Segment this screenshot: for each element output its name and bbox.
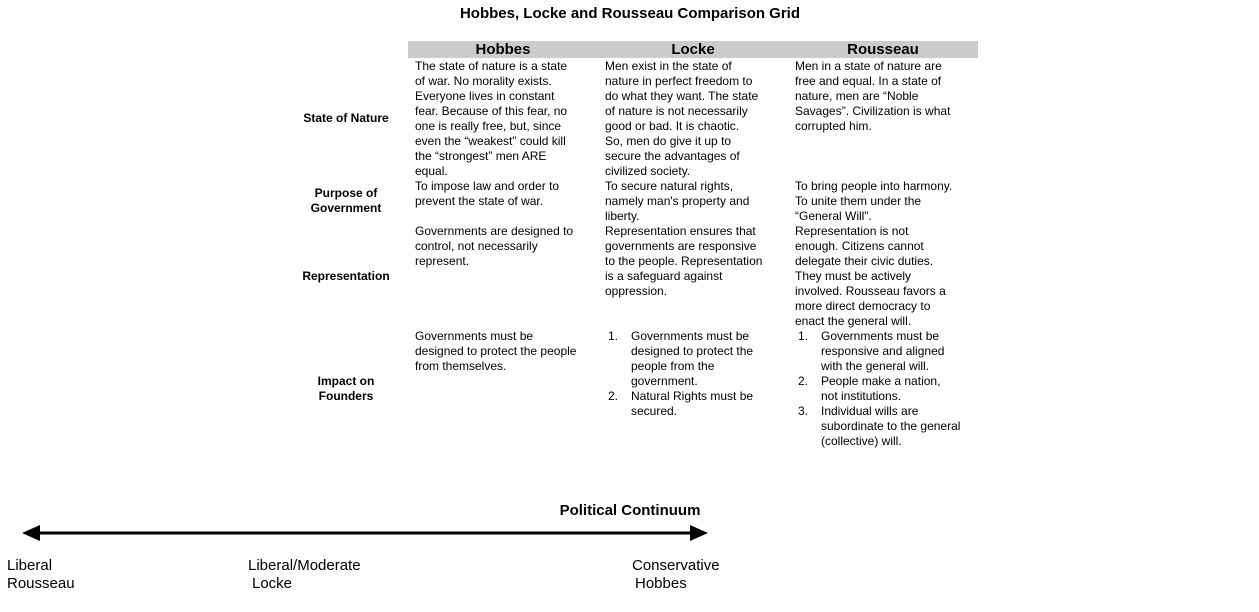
cell-purpose-rousseau xyxy=(795,179,952,224)
list-item-text-line: Governments must be xyxy=(821,329,940,343)
row-label-purpose-of-government xyxy=(285,186,407,216)
cell-text-line: fear. Because of this fear, no xyxy=(415,104,568,118)
list-item xyxy=(795,329,980,374)
cell-text-line: from themselves. xyxy=(415,359,507,373)
cell-text-line: one is really free, but, since xyxy=(415,119,562,133)
cell-text-line: the “strongest” men ARE xyxy=(415,149,547,163)
list-item-text-line: designed to protect the xyxy=(631,344,754,358)
cell-text-line: do what they want. The state xyxy=(605,89,759,103)
cell-text-line: Representation ensures that xyxy=(605,224,756,238)
row-label-representation: Representation xyxy=(302,269,390,283)
row-label-impact-on-founders xyxy=(285,374,407,404)
cell-text-line: “General Will”. xyxy=(795,209,872,223)
list-item-text-line: Natural Rights must be xyxy=(631,389,754,403)
cell-text-line: oppression. xyxy=(605,284,668,298)
row-label-line: Founders xyxy=(318,389,374,403)
row-label-state-of-nature: State of Nature xyxy=(303,111,389,125)
cell-text-line: nature, men are “Noble xyxy=(795,89,919,103)
list-item-text-line: Governments must be xyxy=(631,329,750,343)
cell-impact-locke xyxy=(605,329,790,419)
cell-text-line: Governments are designed to xyxy=(415,224,574,238)
list-item-text-line: (collective) will. xyxy=(821,434,902,448)
row-label-line: Government xyxy=(310,201,382,215)
cell-text-line: Governments must be xyxy=(415,329,534,343)
cell-text-line: of nature is not necessarily xyxy=(605,104,748,118)
cell-text-line: Representation is not xyxy=(795,224,909,238)
list-item-text-line: Individual wills are xyxy=(821,404,919,418)
cell-representation-locke xyxy=(605,224,762,299)
column-header-hobbes: Hobbes xyxy=(475,41,531,58)
cell-text-line: is a safeguard against xyxy=(605,269,723,283)
column-header-locke: Locke xyxy=(671,41,715,58)
list-item-text-line: with the general will. xyxy=(821,359,930,373)
continuum-arrow xyxy=(16,520,716,546)
cell-text-line: designed to protect the people xyxy=(415,344,577,358)
list-item-number: 3. xyxy=(798,404,809,418)
cell-state-of-nature-locke xyxy=(605,59,758,179)
cell-text-line: To unite them under the xyxy=(795,194,922,208)
cell-text-line: nature in perfect freedom to xyxy=(605,74,753,88)
list-item xyxy=(605,389,790,419)
cell-purpose-hobbes xyxy=(415,179,559,209)
list-item-text-line: not institutions. xyxy=(821,389,902,403)
cell-text-line: To secure natural rights, xyxy=(605,179,734,193)
cell-representation-rousseau xyxy=(795,224,946,329)
cell-state-of-nature-hobbes xyxy=(415,59,567,179)
cell-text-line: involved. Rousseau favors a xyxy=(795,284,946,298)
cell-text-line: secure the advantages of xyxy=(605,149,740,163)
cell-text-line: Savages”. Civilization is what xyxy=(795,104,951,118)
cell-text-line: good or bad. It is chaotic. xyxy=(605,119,740,133)
cell-text-line: to the people. Representation xyxy=(605,254,763,268)
cell-text-line: They must be actively xyxy=(795,269,912,283)
list-item-text-line: responsive and aligned xyxy=(821,344,945,358)
cell-text-line: free and equal. In a state of xyxy=(795,74,942,88)
cell-text-line: To impose law and order to xyxy=(415,179,560,193)
continuum-label-position: Liberal xyxy=(7,557,53,574)
cell-text-line: corrupted him. xyxy=(795,119,872,133)
list-item-text-line: government. xyxy=(631,374,698,388)
cell-text-line: civilized society. xyxy=(605,164,691,178)
cell-text-line: represent. xyxy=(415,254,470,268)
cell-text-line: liberty. xyxy=(605,209,640,223)
cell-text-line: even the “weakest” could kill xyxy=(415,134,566,148)
cell-text-line: enough. Citizens cannot xyxy=(795,239,924,253)
cell-text-line: equal. xyxy=(415,164,448,178)
list-item-number: 1. xyxy=(798,329,809,343)
page-title: Hobbes, Locke and Rousseau Comparison Grid xyxy=(459,5,801,22)
continuum-label-thinker: Rousseau xyxy=(7,575,75,592)
list-item-text-line: people from the xyxy=(631,359,715,373)
list-item-number: 1. xyxy=(608,329,619,343)
continuum-title: Political Continuum xyxy=(559,502,701,519)
continuum-label-liberal xyxy=(7,557,75,593)
list-item-number: 2. xyxy=(608,389,619,403)
cell-text-line: To bring people into harmony. xyxy=(795,179,953,193)
continuum-label-conservative xyxy=(632,557,720,593)
cell-text-line: enact the general will. xyxy=(795,314,912,328)
column-header-rousseau: Rousseau xyxy=(847,41,919,58)
list-item xyxy=(605,329,790,389)
cell-text-line: Men in a state of nature are xyxy=(795,59,942,73)
list-item xyxy=(795,404,980,449)
cell-text-line: more direct democracy to xyxy=(795,299,931,313)
row-label-line: Impact on xyxy=(317,374,375,388)
cell-text-line: control, not necessarily xyxy=(415,239,538,253)
continuum-label-position: Conservative xyxy=(632,557,720,574)
cell-impact-hobbes xyxy=(415,329,576,374)
cell-representation-hobbes xyxy=(415,224,573,269)
cell-text-line: delegate their civic duties. xyxy=(795,254,934,268)
cell-state-of-nature-rousseau xyxy=(795,59,950,134)
cell-text-line: namely man's property and xyxy=(605,194,750,208)
cell-text-line: Everyone lives in constant xyxy=(415,89,555,103)
cell-text-line: The state of nature is a state xyxy=(415,59,568,73)
cell-text-line: So, men do give it up to xyxy=(605,134,732,148)
list-item-text-line: subordinate to the general xyxy=(821,419,961,433)
row-label-line: Purpose of xyxy=(314,186,378,200)
list-item-text-line: secured. xyxy=(631,404,678,418)
cell-text-line: prevent the state of war. xyxy=(415,194,544,208)
list-item-text-line: People make a nation, xyxy=(821,374,941,388)
cell-purpose-locke xyxy=(605,179,749,224)
continuum-label-thinker: Hobbes xyxy=(635,575,687,592)
list-item xyxy=(795,374,980,404)
cell-text-line: governments are responsive xyxy=(605,239,757,253)
continuum-label-position: Liberal/Moderate xyxy=(248,557,361,574)
cell-text-line: of war. No morality exists. xyxy=(415,74,552,88)
continuum-label-moderate xyxy=(248,557,361,593)
cell-text-line: Men exist in the state of xyxy=(605,59,732,73)
list-item-number: 2. xyxy=(798,374,809,388)
cell-impact-rousseau xyxy=(795,329,980,449)
continuum-label-thinker: Locke xyxy=(252,575,293,592)
